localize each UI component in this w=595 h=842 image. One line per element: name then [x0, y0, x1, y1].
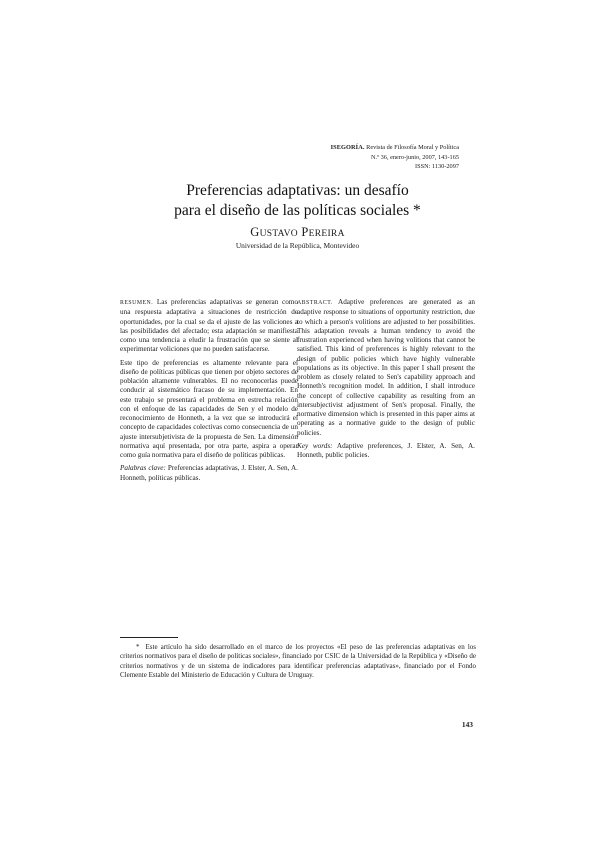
- page-number: 143: [461, 720, 473, 729]
- author-name: [0, 225, 595, 240]
- journal-issue: N.º 36, enero-junio, 2007, 143-165: [371, 153, 459, 161]
- abstract-en-label: ABSTRACT.: [297, 300, 333, 306]
- article-title: [0, 181, 595, 221]
- author-last-rest: EREIRA: [308, 229, 345, 239]
- abstract-spanish: [120, 298, 298, 487]
- journal-citation: [331, 143, 459, 153]
- abstract-en-text-1: Adaptive preferences are generated as an adaptive response to situations of opportunity restriction, due to which a person's volitions are adjusted to her possibilities. This adaptation reveals a human tendency to avoid the frustration experienced when having volitions that cannot be satisfied. This kind of preferences is highly relevant to the design of public policies which have highly vulnerable populations as its objective. In this paper I shall present the problem as closely related to Sen's capability approach and Honneth's recognition model. In addition, I shall introduce the concept of collective capability as resulting from an intersubjectivist adjustment of Sen's proposal. Finally, the normative dimension which is presented in this paper aims at operating as a normative guide to the design of public policies.: [297, 298, 475, 437]
- footnote-text: Este artículo ha sido desarrollado en el marco de los proyectos «El peso de las preferencias adaptativas en los criterios normativos para el diseño de políticas sociales», financiado por CSIC de la Universidad de la República y «Diseño de criterios normativos y de un sistema de indicadores para identificar preferencias adaptativas», financiado por el Fondo Clemente Estable del Ministerio de Educación y Cultura de Uruguay.: [120, 643, 476, 679]
- keywords-en: [297, 442, 475, 461]
- journal-header: [331, 143, 459, 172]
- journal-name: ISEGORÍA.: [330, 144, 365, 151]
- title-line-2: para el diseño de las políticas sociales *: [174, 202, 421, 219]
- abstract-en-paragraph-1: [297, 298, 475, 438]
- footnote: [120, 643, 476, 680]
- keywords-es-list: Preferencias adaptativas, J. Elster, A. Sen, A. Honneth, políticas públicas.: [120, 464, 298, 482]
- keywords-es-label: Palabras clave:: [120, 464, 166, 473]
- abstract-es-text-1: Las preferencias adaptativas se generan como una respuesta adaptativa a situaciones de restricción de oportunidades, por la cual se da el ajuste de las voliciones a las posibilidades del afectado; esta adaptación se manifiesta como una tendencia a eludir la frustración que se siente al experimentar voliciones que no pueden satisfacerse.: [120, 298, 298, 354]
- journal-issn: ISSN: 1130-2097: [414, 163, 459, 170]
- abstract-es-label: RESUMEN.: [120, 300, 154, 306]
- abstract-es-paragraph-2: Este tipo de preferencias es altamente relevante para el diseño de políticas públicas que tienen por objeto sectores de población altamente vulnerables. El no reconocerlas puede conducir al sistemático fracaso de su implementación. En este trabajo se presentará el problema en estrecha relación con el enfoque de las capacidades de Sen y el modelo de reconocimiento de Honneth, a la vez que se introducirá el concepto de capacidades colectivas como consecuencia de un ajuste intersubjetivista de la propuesta de Sen. La dimensión normativa aquí presentada, por otra parte, aspira a operar como guía normativa para el diseño de políticas públicas.: [120, 358, 298, 459]
- footnote-mark: *: [136, 643, 140, 651]
- abstract-es-paragraph-1: [120, 298, 298, 355]
- footnote-divider: [120, 637, 178, 638]
- abstract-english: [297, 298, 475, 464]
- title-line-1: Preferencias adaptativas: un desafío: [186, 182, 409, 199]
- author-first-rest: USTAVO: [259, 229, 298, 239]
- journal-subtitle: Revista de Filosofía Moral y Política: [364, 144, 459, 151]
- author-last-initial: P: [301, 225, 309, 239]
- keywords-es: [120, 464, 298, 483]
- author-affiliation: Universidad de la República, Montevideo: [235, 241, 360, 250]
- keywords-en-label: Key words:: [297, 441, 333, 450]
- author-first-initial: G: [250, 225, 260, 239]
- keywords-en-list: Adaptive preferences, J. Elster, A. Sen, A. Honneth, public policies.: [297, 441, 475, 459]
